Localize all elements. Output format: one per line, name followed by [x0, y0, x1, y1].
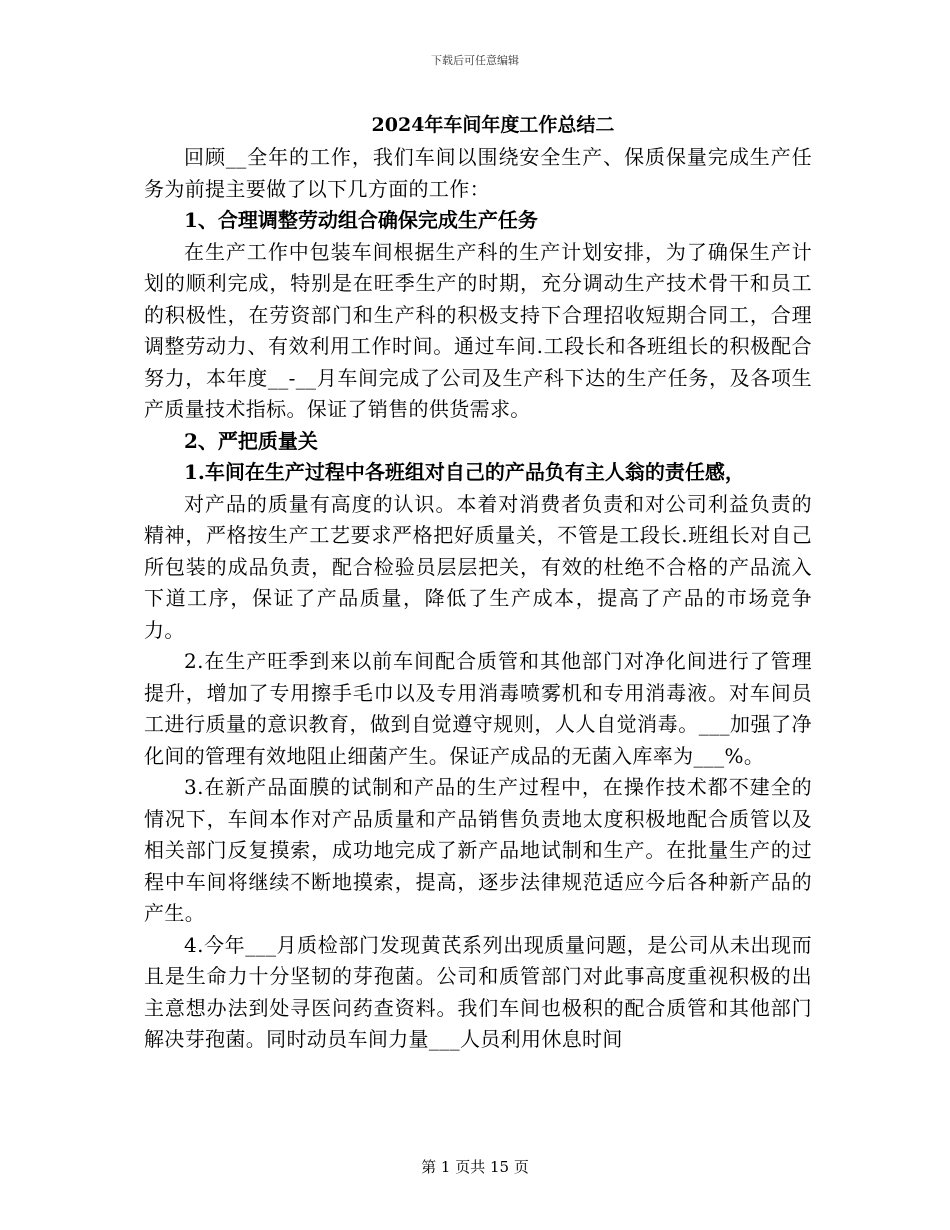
section-heading-2: 2、严把质量关	[184, 428, 318, 453]
page-footer: 第 1 页共 15 页	[421, 1158, 529, 1176]
paragraph-2-1: 对产品的质量有高度的认识。本着对消费者负责和对公司利益负责的精神，严格按生产工艺要求严格把好质量关，不管是工段长.班组长对自己所包装的成品负责，配合检验员层层把关，有效的杜绝不合格的产品流入下道工序，保证了产品质量，降低了生产成本，提高了产品的市场竞争力。	[144, 491, 812, 642]
paragraph-2-2: 2.在生产旺季到来以前车间配合质管和其他部门对净化间进行了管理提升，增加了专用擦手毛巾以及专用消毒喷雾机和专用消毒液。对车间员工进行质量的意识教育，做到自觉遵守规则，人人自觉消毒。___加强了净化间的管理有效地阻止细菌产生。保证产成品的无菌入库率为___%。	[144, 649, 812, 768]
paragraph-section-1: 在生产工作中包装车间根据生产科的生产计划安排，为了确保生产计划的顺利完成，特别是在旺季生产的时期，充分调动生产技术骨干和员工的积极性，在劳资部门和生产科的积极支持下合理招收短期合同工，合理调整劳动力、有效利用工作时间。通过车间.工段长和各班组长的积极配合努力，本年度__-__月车间完成了公司及生产科下达的生产任务，及各项生产质量技术指标。保证了销售的供货需求。	[144, 239, 812, 421]
subheading-2-1: 1.车间在生产过程中各班组对自己的产品负有主人翁的责任感，	[184, 460, 745, 484]
paragraph-2-3: 3.在新产品面膜的试制和产品的生产过程中，在操作技术都不建全的情况下，车间本作对产品质量和产品销售负责地太度积极地配合质管以及相关部门反复摸索，成功地完成了新产品地试制和生产。在批量生产的过程中车间将继续不断地摸索，提高，逐步法律规范适应今后各种新产品的产生。	[144, 775, 812, 925]
paragraph-intro: 回顾__全年的工作，我们车间以围绕安全生产、保质保量完成生产任务为前提主要做了以下几方面的工作：	[144, 145, 812, 201]
section-heading-1: 1、合理调整劳动组合确保完成生产任务	[184, 208, 538, 232]
document-body	[144, 108, 812, 1056]
paragraph-2-4: 4.今年___月质检部门发现黄芪系列出现质量问题，是公司从未出现而且是生命力十分坚韧的芽孢菌。公司和质管部门对此事高度重视积极的出主意想办法到处寻医问药查资料。我们车间也极积的配合质管和其他部门解决芽孢菌。同时动员车间力量___人员利用休息时间	[144, 932, 812, 1051]
document-title: 2024年车间年度工作总结二	[371, 114, 615, 136]
header-note: 下载后可任意编辑	[431, 54, 519, 67]
